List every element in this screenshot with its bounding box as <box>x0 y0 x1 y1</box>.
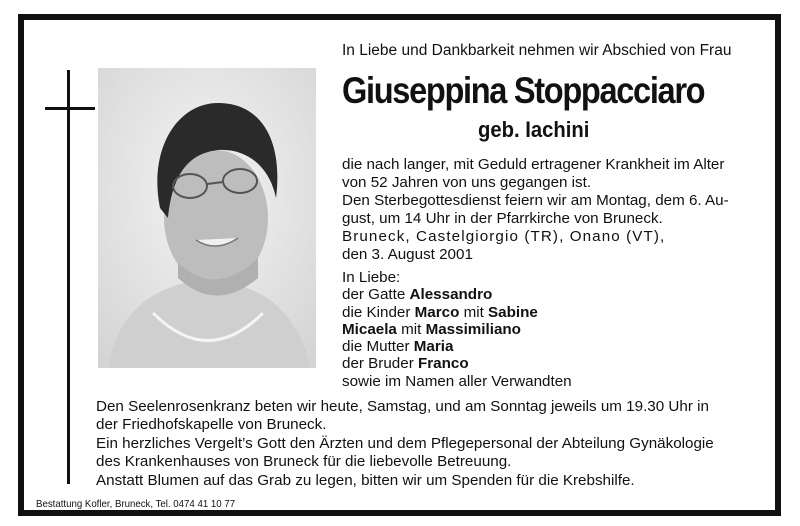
relative-name: Sabine <box>488 303 538 321</box>
text-line: die nach langer, mit Geduld ertragener Krankheit im Alter <box>342 156 725 173</box>
intro-text: In Liebe und Dankbarkeit nehmen wir Abschied von Frau <box>342 42 732 59</box>
service-paragraph <box>342 192 729 227</box>
place-date <box>342 228 665 263</box>
text-line: Den Sterbegottesdienst feiern wir am Montag, dem 6. Au- <box>342 192 729 209</box>
illness-paragraph <box>342 156 724 191</box>
relation-label: die Kinder <box>342 303 415 321</box>
relative-name: Marco <box>414 303 460 321</box>
maiden-name: geb. Iachini <box>478 117 590 142</box>
text-line: gust, um 14 Uhr in der Pfarrkirche von Bruneck. <box>342 209 663 227</box>
place-line: Bruneck, Castelgiorgio (TR), Onano (VT), <box>342 228 666 245</box>
funeral-home-footer: Bestattung Kofler, Bruneck, Tel. 0474 41 10 77 <box>36 498 236 510</box>
relative-line <box>342 286 572 303</box>
deceased-name: Giuseppina Stoppacciaro <box>342 70 705 111</box>
relative-line <box>342 338 572 355</box>
text-line: der Friedhofskapelle von Bruneck. <box>96 415 327 433</box>
connector: mit <box>459 303 489 321</box>
bottom-notes <box>96 398 756 492</box>
relative-name: Alessandro <box>409 286 493 304</box>
text-line: Den Seelenrosenkranz beten wir heute, Samstag, und am Sonntag jeweils um 19.30 Uhr in <box>96 398 709 415</box>
rosary-note <box>96 398 756 433</box>
relatives-list <box>342 269 572 390</box>
text-line: des Krankenhauses von Bruneck für die liebevolle Betreuung. <box>96 452 512 470</box>
donation-note: Anstatt Blumen auf das Grab zu legen, bitten wir um Spenden für die Krebshilfe. <box>96 472 635 489</box>
date-line: den 3. August 2001 <box>342 245 473 263</box>
relative-line <box>342 321 572 338</box>
portrait-photo <box>98 68 316 368</box>
relation-label: der Gatte <box>342 286 410 304</box>
relation-label: die Mutter <box>342 338 414 356</box>
relative-line: sowie im Namen aller Verwandten <box>342 372 572 390</box>
relative-name: Micaela <box>342 320 397 338</box>
connector: mit <box>396 320 426 338</box>
cross-icon <box>67 70 70 484</box>
text-line: Ein herzliches Vergelt’s Gott den Ärzten und dem Pflegepersonal der Abteilung Gynäkologie <box>96 435 714 452</box>
text-line: von 52 Jahren von uns gegangen ist. <box>342 173 592 191</box>
relatives-heading: In Liebe: <box>342 269 401 286</box>
relative-name: Maria <box>413 338 454 356</box>
relative-name: Massimiliano <box>425 320 521 338</box>
cross-icon-bar <box>45 107 95 110</box>
relative-name: Franco <box>417 355 469 373</box>
relative-line <box>342 355 572 372</box>
thanks-note <box>96 435 756 470</box>
relation-label: der Bruder <box>342 355 418 373</box>
relative-line <box>342 304 572 321</box>
